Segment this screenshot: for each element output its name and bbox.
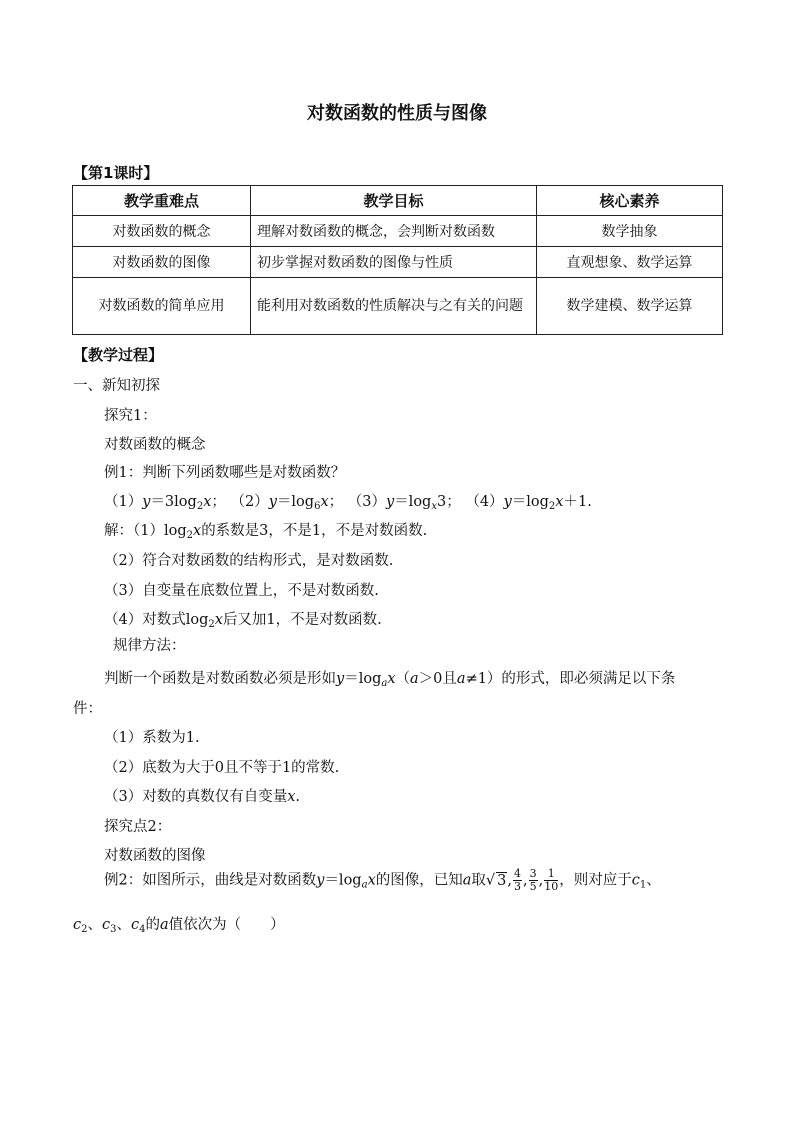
rule-line: 件： bbox=[73, 701, 102, 717]
table-row bbox=[73, 247, 723, 278]
item-text: 3； bbox=[436, 494, 461, 510]
item-text: ＝log bbox=[511, 494, 549, 510]
var-c: c bbox=[102, 917, 111, 933]
var-y: y bbox=[142, 494, 151, 510]
item-text: ； bbox=[211, 494, 226, 510]
item-text: （1） bbox=[104, 494, 143, 510]
subscript: x bbox=[431, 501, 437, 512]
example-prompt: 例2：如图所示，曲线是对数函数$y=\log_ax$的图像，已知a取√ 3, $\frac{4}{3}$ , $\frac{3}{5}$ , $\frac{1}{10}$ ，则对应于$c_1$、 bbox=[104, 867, 661, 893]
fraction-numerator: 3 bbox=[529, 867, 537, 880]
page-title: 对数函数的性质与图像 bbox=[307, 103, 487, 124]
rule-line bbox=[104, 667, 675, 688]
example-text: 取 bbox=[471, 872, 486, 889]
section-heading: 一、新知初探 bbox=[73, 378, 160, 394]
rule-text: ＝log bbox=[344, 671, 382, 687]
explore-topic: 对数函数的图像 bbox=[104, 848, 206, 864]
subscript: 2 bbox=[208, 619, 215, 630]
subscript: a bbox=[361, 879, 368, 891]
solution-line bbox=[104, 519, 427, 540]
solution-text: 后又加1，不是对数函数. bbox=[222, 612, 382, 628]
var-x: x bbox=[387, 671, 396, 687]
fraction-numerator: 4 bbox=[514, 867, 521, 880]
var-c: c bbox=[631, 872, 640, 889]
item-text: （3） bbox=[347, 494, 386, 510]
var-y: y bbox=[336, 671, 345, 687]
fraction bbox=[544, 868, 558, 893]
subscript: 6 bbox=[314, 501, 321, 512]
rule-text: 判断一个函数是对数函数必须是形如 bbox=[104, 671, 336, 687]
rule-condition bbox=[104, 785, 300, 806]
var-x: x bbox=[367, 872, 376, 889]
rule-condition: （2）底数为大于0且不等于1的常数. bbox=[104, 760, 340, 776]
fraction bbox=[513, 868, 522, 893]
table-cell: 数学建模、数学运算 bbox=[537, 278, 723, 335]
process-label: 【教学过程】 bbox=[73, 346, 164, 364]
explore-label: 探究点2： bbox=[104, 819, 172, 835]
table-cell: 对数函数的简单应用 bbox=[73, 278, 251, 335]
lesson-label: 【第1课时】 bbox=[73, 164, 159, 182]
var-y: y bbox=[268, 494, 277, 510]
var-c: c bbox=[73, 917, 82, 933]
solution-line: （2）符合对数函数的结构形式，是对数函数. bbox=[104, 553, 394, 569]
rule-text: ＞0且 bbox=[418, 671, 457, 687]
subscript: 2 bbox=[81, 924, 88, 935]
fraction-denominator: 3 bbox=[514, 880, 521, 893]
item-text: ； bbox=[328, 494, 344, 510]
explore-topic: 对数函数的概念 bbox=[104, 437, 206, 453]
fraction-denominator: 10 bbox=[544, 880, 559, 893]
rule-text: （ bbox=[395, 671, 411, 687]
rule-text: ≠1）的形式，即必须满足以下条 bbox=[465, 671, 676, 687]
table-row bbox=[73, 278, 723, 335]
var-a: a bbox=[462, 872, 472, 889]
example-text: 值依次为（ ） bbox=[168, 917, 285, 933]
table-header: 教学重难点 bbox=[73, 186, 251, 216]
example-text: ＝log bbox=[324, 872, 362, 889]
solution-line: （3）自变量在底数位置上，不是对数函数. bbox=[104, 583, 379, 599]
var-x: x bbox=[555, 494, 564, 510]
solution-text: （4）对数式log bbox=[104, 612, 209, 628]
item-text: ＝3log bbox=[150, 494, 197, 510]
item-text: ＝log bbox=[394, 494, 432, 510]
subscript: 2 bbox=[186, 530, 193, 541]
table-header: 核心素养 bbox=[537, 186, 723, 216]
solution-text: 解：（1）log bbox=[104, 523, 187, 539]
subscript: 4 bbox=[139, 924, 146, 935]
var-x: x bbox=[214, 612, 223, 628]
subscript: 3 bbox=[110, 924, 117, 935]
table-header-row bbox=[73, 186, 723, 216]
subscript: 1 bbox=[639, 879, 647, 891]
var-a: a bbox=[160, 917, 169, 933]
var-c: c bbox=[131, 917, 140, 933]
rule-text: （3）对数的真数仅有自变量 bbox=[104, 789, 288, 805]
solution-text: 的系数是3，不是1，不是对数函数. bbox=[201, 523, 428, 539]
sqrt-symbol: √ bbox=[485, 872, 496, 889]
table-cell: 理解对数函数的概念，会判断对数函数 bbox=[251, 216, 537, 247]
subscript: a bbox=[381, 678, 388, 689]
subscript: 2 bbox=[196, 501, 204, 512]
var-x: x bbox=[203, 494, 212, 510]
var-a: a bbox=[410, 671, 419, 687]
var-y: y bbox=[316, 872, 325, 889]
example-items bbox=[104, 490, 592, 511]
rule-condition: （1）系数为1. bbox=[104, 730, 200, 746]
example-text: 、 bbox=[87, 917, 102, 933]
item-text: （2） bbox=[230, 494, 269, 510]
table-cell: 初步掌握对数函数的图像与性质 bbox=[251, 247, 537, 278]
fraction-denominator: 5 bbox=[529, 880, 537, 893]
var-y: y bbox=[385, 494, 395, 510]
example-text: 例2：如图所示，曲线是对数函数 bbox=[104, 872, 317, 889]
var-x: x bbox=[320, 494, 329, 510]
fraction-numerator: 1 bbox=[544, 868, 558, 881]
table-header: 教学目标 bbox=[251, 186, 537, 216]
example-text: ，则对应于 bbox=[559, 872, 632, 889]
example-text: 、 bbox=[646, 872, 661, 889]
var-a: a bbox=[456, 671, 466, 687]
example-text: 的 bbox=[145, 917, 160, 933]
item-text: ＝log bbox=[276, 494, 315, 510]
table-cell: 直观想象、数学运算 bbox=[537, 247, 723, 278]
table-cell: 对数函数的概念 bbox=[73, 216, 251, 247]
table-row bbox=[73, 216, 723, 247]
var-x: x bbox=[287, 789, 296, 805]
rule-text: . bbox=[295, 789, 301, 805]
table-cell: 对数函数的图像 bbox=[73, 247, 251, 278]
item-text: ＋1. bbox=[563, 494, 592, 510]
rule-label: 规律方法： bbox=[113, 638, 186, 654]
subscript: 2 bbox=[548, 501, 556, 512]
example-prompt: 例1：判断下列函数哪些是对数函数？ bbox=[104, 465, 346, 481]
table-cell: 数学抽象 bbox=[537, 216, 723, 247]
sqrt-radicand: 3 bbox=[497, 872, 507, 889]
solution-line bbox=[104, 608, 382, 629]
example-prompt-line2 bbox=[73, 913, 285, 934]
table-cell: 能利用对数函数的性质解决与之有关的问题 bbox=[251, 278, 537, 335]
objectives-table bbox=[72, 185, 723, 335]
fraction bbox=[529, 868, 538, 893]
item-text: （4） bbox=[465, 494, 504, 510]
example-text: 、 bbox=[116, 917, 131, 933]
example-text: 的图像，已知 bbox=[375, 872, 463, 889]
explore-label: 探究1： bbox=[104, 408, 157, 424]
var-y: y bbox=[503, 494, 512, 510]
var-x: x bbox=[193, 523, 202, 539]
